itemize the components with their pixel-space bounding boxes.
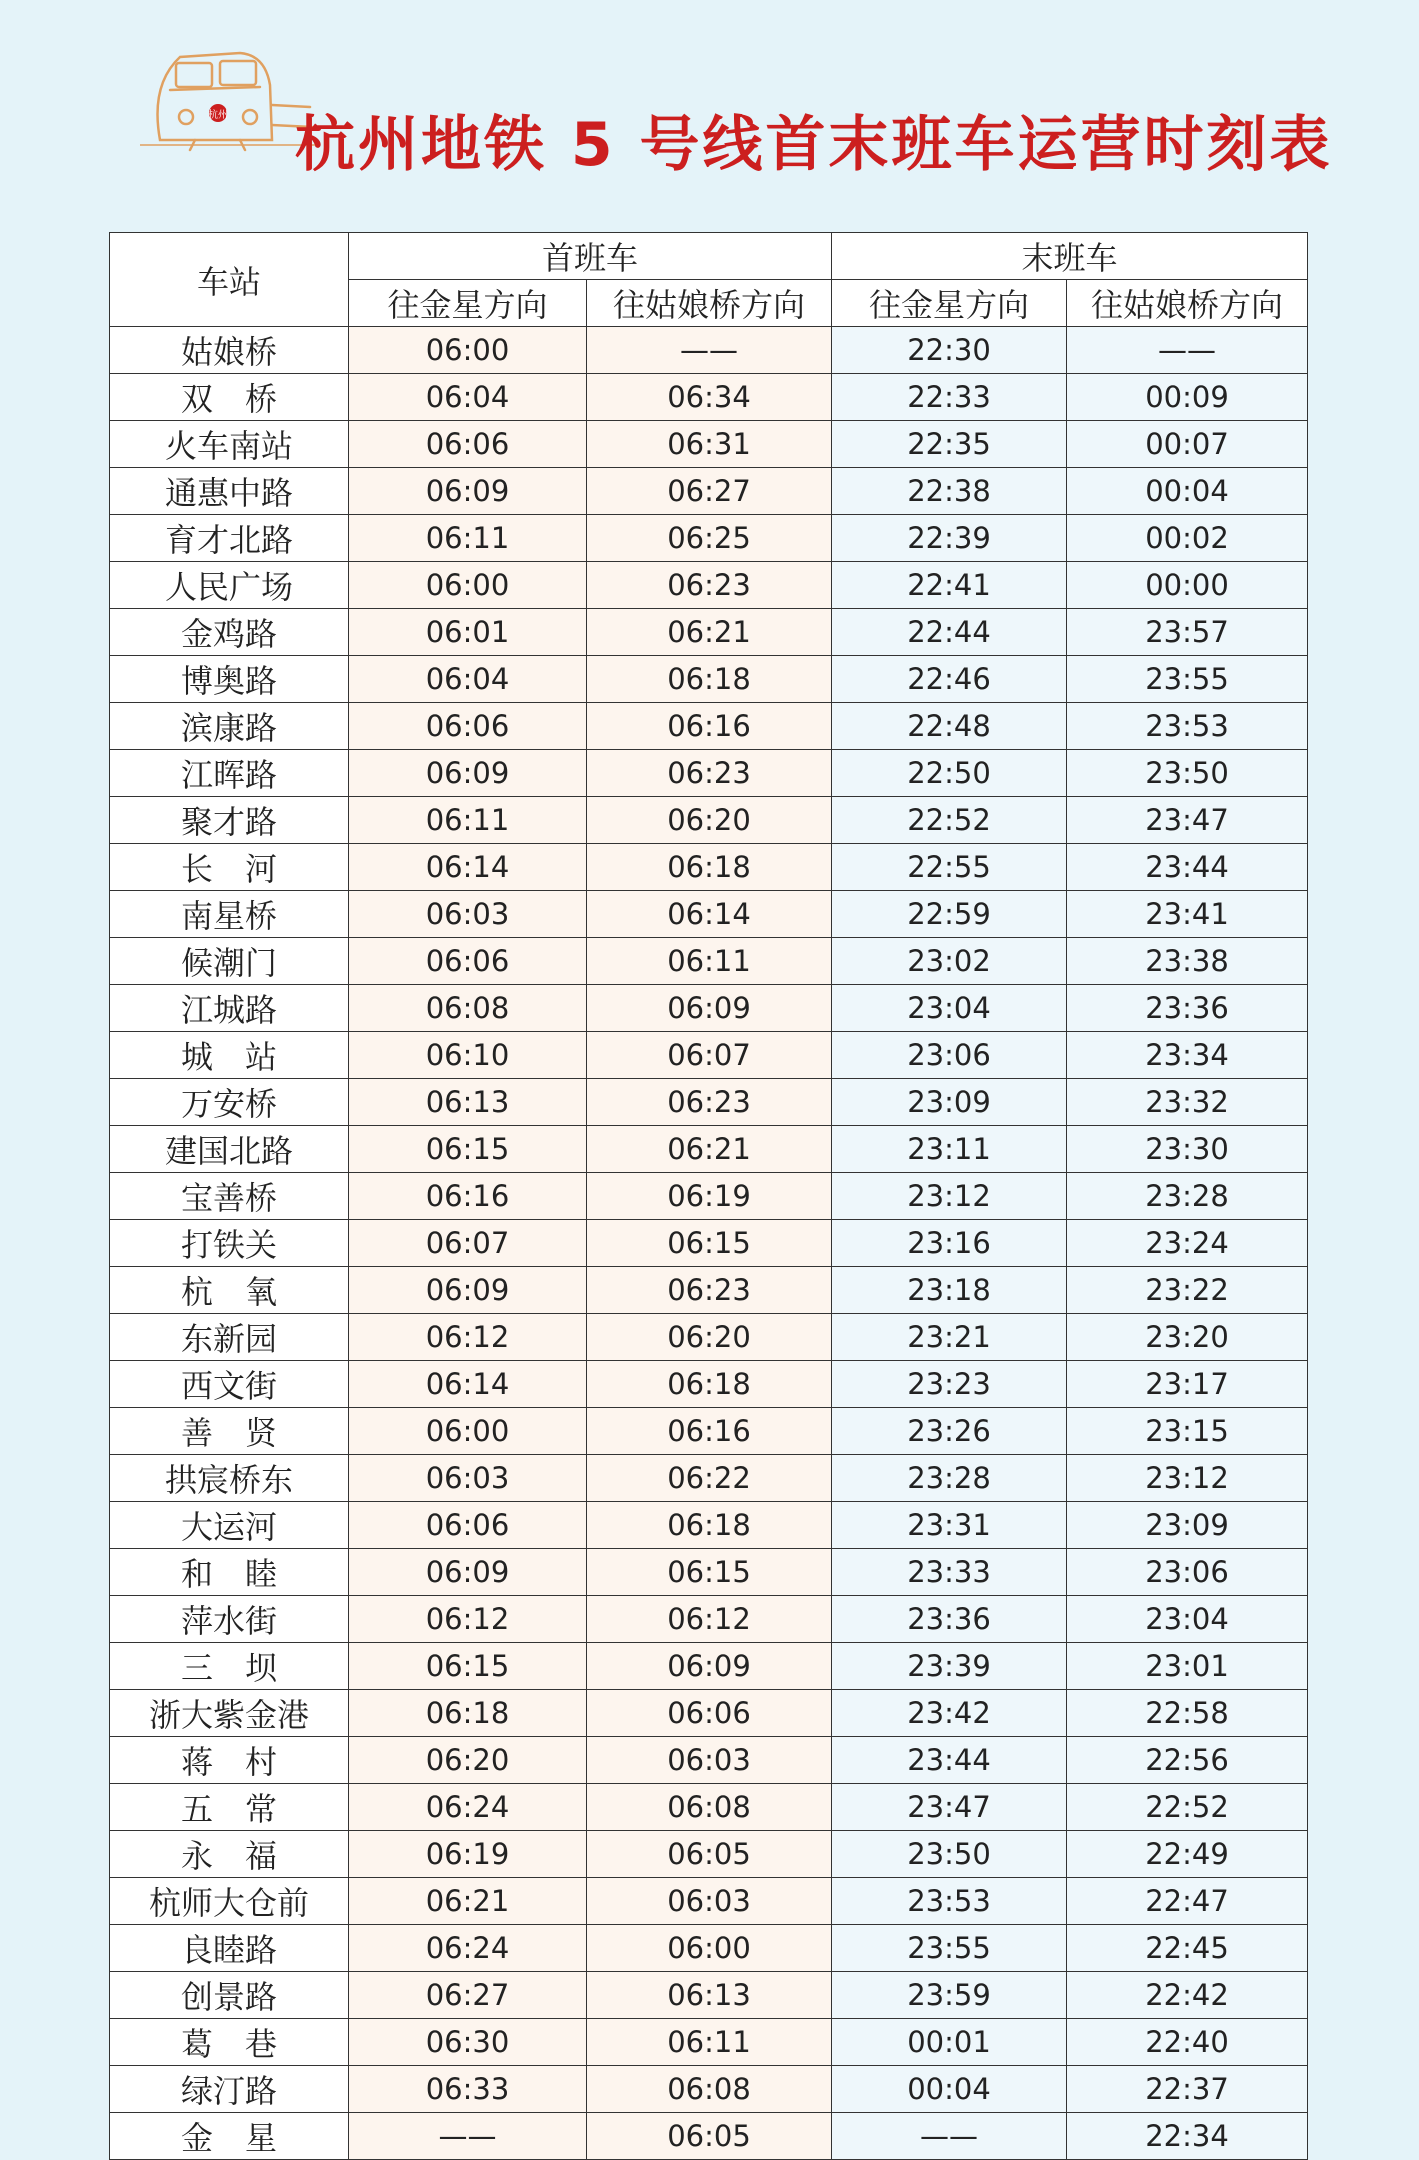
- last-jinxing-cell: 23:39: [832, 1643, 1067, 1690]
- table-row: [110, 1643, 1308, 1690]
- first-guniangqiao-cell: 06:05: [587, 2113, 832, 2160]
- first-jinxing-cell: 06:09: [349, 1267, 587, 1314]
- last-guniangqiao-cell: 23:01: [1067, 1643, 1308, 1690]
- first-guniangqiao-cell: 06:16: [587, 703, 832, 750]
- table-row: [110, 1267, 1308, 1314]
- last-train-header: 末班车: [832, 233, 1308, 280]
- train-icon: [140, 45, 315, 155]
- first-guniangqiao-cell: 06:13: [587, 1972, 832, 2019]
- station-cell: 候潮门: [110, 938, 349, 985]
- first-guniangqiao-cell: 06:06: [587, 1690, 832, 1737]
- last-guniangqiao-cell: 23:50: [1067, 750, 1308, 797]
- first-jinxing-cell: 06:12: [349, 1596, 587, 1643]
- last-guniangqiao-cell: 00:04: [1067, 468, 1308, 515]
- first-guniangqiao-cell: 06:08: [587, 1784, 832, 1831]
- station-header: 车站: [110, 233, 349, 327]
- last-jinxing-cell: 23:55: [832, 1925, 1067, 1972]
- first-jinxing-cell: 06:33: [349, 2066, 587, 2113]
- station-cell: 浙大紫金港: [110, 1690, 349, 1737]
- station-cell: 绿汀路: [110, 2066, 349, 2113]
- first-guniangqiao-cell: 06:09: [587, 985, 832, 1032]
- first-guniangqiao-cell: 06:25: [587, 515, 832, 562]
- last-jinxing-cell: 23:12: [832, 1173, 1067, 1220]
- last-jinxing-cell: 23:26: [832, 1408, 1067, 1455]
- last-jinxing-cell: 22:38: [832, 468, 1067, 515]
- last-guniangqiao-cell: ——: [1067, 327, 1308, 374]
- station-cell: 万安桥: [110, 1079, 349, 1126]
- table-row: [110, 1737, 1308, 1784]
- first-jinxing-cell: 06:24: [349, 1784, 587, 1831]
- station-cell: 金 星: [110, 2113, 349, 2160]
- last-guniangqiao-cell: 23:30: [1067, 1126, 1308, 1173]
- last-guniangqiao-cell: 00:09: [1067, 374, 1308, 421]
- last-jinxing-header: 往金星方向: [832, 280, 1067, 327]
- last-guniangqiao-cell: 23:34: [1067, 1032, 1308, 1079]
- first-jinxing-cell: 06:12: [349, 1314, 587, 1361]
- first-jinxing-cell: 06:21: [349, 1878, 587, 1925]
- last-jinxing-cell: 22:48: [832, 703, 1067, 750]
- first-jinxing-cell: 06:09: [349, 1549, 587, 1596]
- first-guniangqiao-cell: 06:05: [587, 1831, 832, 1878]
- last-jinxing-cell: 23:23: [832, 1361, 1067, 1408]
- last-guniangqiao-cell: 22:37: [1067, 2066, 1308, 2113]
- station-cell: 育才北路: [110, 515, 349, 562]
- first-jinxing-cell: 06:15: [349, 1126, 587, 1173]
- last-jinxing-cell: 22:41: [832, 562, 1067, 609]
- last-jinxing-cell: 22:35: [832, 421, 1067, 468]
- last-guniangqiao-cell: 23:15: [1067, 1408, 1308, 1455]
- first-jinxing-cell: 06:16: [349, 1173, 587, 1220]
- first-guniangqiao-cell: 06:15: [587, 1549, 832, 1596]
- table-row: [110, 374, 1308, 421]
- table-row: [110, 1925, 1308, 1972]
- last-jinxing-cell: 23:09: [832, 1079, 1067, 1126]
- table-row: [110, 1549, 1308, 1596]
- station-cell: 五 常: [110, 1784, 349, 1831]
- first-jinxing-cell: 06:00: [349, 1408, 587, 1455]
- station-cell: 通惠中路: [110, 468, 349, 515]
- last-guniangqiao-cell: 23:32: [1067, 1079, 1308, 1126]
- table-row: [110, 562, 1308, 609]
- first-guniangqiao-cell: 06:14: [587, 891, 832, 938]
- last-jinxing-cell: 00:01: [832, 2019, 1067, 2066]
- table-row: [110, 1032, 1308, 1079]
- station-cell: 良睦路: [110, 1925, 349, 1972]
- first-guniangqiao-cell: 06:31: [587, 421, 832, 468]
- first-jinxing-cell: 06:08: [349, 985, 587, 1032]
- table-row: [110, 1502, 1308, 1549]
- station-cell: 永 福: [110, 1831, 349, 1878]
- last-guniangqiao-cell: 23:28: [1067, 1173, 1308, 1220]
- first-jinxing-cell: 06:30: [349, 2019, 587, 2066]
- first-jinxing-cell: 06:07: [349, 1220, 587, 1267]
- last-guniangqiao-cell: 23:53: [1067, 703, 1308, 750]
- last-guniangqiao-cell: 22:56: [1067, 1737, 1308, 1784]
- table-row: [110, 1314, 1308, 1361]
- station-cell: 杭 氧: [110, 1267, 349, 1314]
- table-row: [110, 1220, 1308, 1267]
- table-row: [110, 656, 1308, 703]
- first-jinxing-cell: 06:01: [349, 609, 587, 656]
- first-jinxing-cell: 06:06: [349, 938, 587, 985]
- first-jinxing-cell: 06:13: [349, 1079, 587, 1126]
- station-cell: 双 桥: [110, 374, 349, 421]
- last-jinxing-cell: 23:47: [832, 1784, 1067, 1831]
- last-jinxing-cell: 23:36: [832, 1596, 1067, 1643]
- first-guniangqiao-cell: 06:18: [587, 656, 832, 703]
- table-row: [110, 1126, 1308, 1173]
- last-jinxing-cell: 23:50: [832, 1831, 1067, 1878]
- first-jinxing-cell: ——: [349, 2113, 587, 2160]
- last-guniangqiao-cell: 23:22: [1067, 1267, 1308, 1314]
- last-guniangqiao-cell: 23:44: [1067, 844, 1308, 891]
- station-cell: 打铁关: [110, 1220, 349, 1267]
- first-guniangqiao-cell: 06:23: [587, 1079, 832, 1126]
- last-jinxing-cell: 23:04: [832, 985, 1067, 1032]
- last-jinxing-cell: 23:21: [832, 1314, 1067, 1361]
- table-row: [110, 985, 1308, 1032]
- station-cell: 宝善桥: [110, 1173, 349, 1220]
- first-guniangqiao-cell: 06:03: [587, 1878, 832, 1925]
- last-jinxing-cell: 22:59: [832, 891, 1067, 938]
- table-row: [110, 1173, 1308, 1220]
- last-jinxing-cell: 22:55: [832, 844, 1067, 891]
- logo-badge: 杭州: [208, 110, 228, 121]
- table-row: [110, 750, 1308, 797]
- table-row: [110, 327, 1308, 374]
- table-row: [110, 1408, 1308, 1455]
- table-row: [110, 1690, 1308, 1737]
- station-cell: 善 贤: [110, 1408, 349, 1455]
- first-jinxing-cell: 06:11: [349, 797, 587, 844]
- last-guniangqiao-cell: 23:47: [1067, 797, 1308, 844]
- last-guniangqiao-cell: 23:06: [1067, 1549, 1308, 1596]
- last-guniangqiao-cell: 23:38: [1067, 938, 1308, 985]
- first-guniangqiao-cell: 06:21: [587, 1126, 832, 1173]
- timetable-body: [110, 327, 1308, 2160]
- station-cell: 姑娘桥: [110, 327, 349, 374]
- table-row: [110, 891, 1308, 938]
- first-guniangqiao-cell: 06:18: [587, 1361, 832, 1408]
- last-jinxing-cell: 22:39: [832, 515, 1067, 562]
- last-guniangqiao-cell: 22:47: [1067, 1878, 1308, 1925]
- first-jinxing-cell: 06:14: [349, 1361, 587, 1408]
- station-cell: 三 坝: [110, 1643, 349, 1690]
- last-guniangqiao-cell: 23:09: [1067, 1502, 1308, 1549]
- first-train-header: 首班车: [349, 233, 832, 280]
- last-guniangqiao-cell: 00:02: [1067, 515, 1308, 562]
- first-guniangqiao-cell: 06:09: [587, 1643, 832, 1690]
- station-cell: 人民广场: [110, 562, 349, 609]
- station-cell: 长 河: [110, 844, 349, 891]
- first-guniangqiao-cell: 06:20: [587, 797, 832, 844]
- last-jinxing-cell: 22:33: [832, 374, 1067, 421]
- first-guniangqiao-cell: 06:15: [587, 1220, 832, 1267]
- first-jinxing-cell: 06:19: [349, 1831, 587, 1878]
- station-cell: 东新园: [110, 1314, 349, 1361]
- station-cell: 和 睦: [110, 1549, 349, 1596]
- last-jinxing-cell: 23:59: [832, 1972, 1067, 2019]
- first-guniangqiao-cell: 06:23: [587, 1267, 832, 1314]
- last-jinxing-cell: 00:04: [832, 2066, 1067, 2113]
- last-guniangqiao-cell: 22:49: [1067, 1831, 1308, 1878]
- table-row: [110, 1784, 1308, 1831]
- first-guniangqiao-cell: 06:19: [587, 1173, 832, 1220]
- table-row: [110, 609, 1308, 656]
- table-row: [110, 2019, 1308, 2066]
- last-jinxing-cell: 23:42: [832, 1690, 1067, 1737]
- station-cell: 火车南站: [110, 421, 349, 468]
- table-row: [110, 844, 1308, 891]
- last-jinxing-cell: 23:28: [832, 1455, 1067, 1502]
- first-jinxing-cell: 06:09: [349, 468, 587, 515]
- last-jinxing-cell: ——: [832, 2113, 1067, 2160]
- table-row: [110, 515, 1308, 562]
- first-jinxing-cell: 06:00: [349, 562, 587, 609]
- last-jinxing-cell: 23:02: [832, 938, 1067, 985]
- station-cell: 博奥路: [110, 656, 349, 703]
- last-guniangqiao-cell: 00:07: [1067, 421, 1308, 468]
- first-guniangqiao-cell: 06:07: [587, 1032, 832, 1079]
- last-guniangqiao-cell: 23:04: [1067, 1596, 1308, 1643]
- first-jinxing-cell: 06:18: [349, 1690, 587, 1737]
- first-jinxing-cell: 06:24: [349, 1925, 587, 1972]
- last-guniangqiao-cell: 23:12: [1067, 1455, 1308, 1502]
- first-jinxing-cell: 06:03: [349, 1455, 587, 1502]
- last-guniangqiao-cell: 23:20: [1067, 1314, 1308, 1361]
- first-jinxing-cell: 06:06: [349, 1502, 587, 1549]
- station-cell: 建国北路: [110, 1126, 349, 1173]
- first-guniangqiao-cell: 06:23: [587, 750, 832, 797]
- first-jinxing-header: 往金星方向: [349, 280, 587, 327]
- first-guniangqiao-cell: 06:08: [587, 2066, 832, 2113]
- last-jinxing-cell: 23:06: [832, 1032, 1067, 1079]
- last-jinxing-cell: 23:31: [832, 1502, 1067, 1549]
- first-jinxing-cell: 06:06: [349, 703, 587, 750]
- last-guniangqiao-cell: 23:41: [1067, 891, 1308, 938]
- last-guniangqiao-cell: 23:24: [1067, 1220, 1308, 1267]
- last-jinxing-cell: 23:11: [832, 1126, 1067, 1173]
- last-jinxing-cell: 23:18: [832, 1267, 1067, 1314]
- first-jinxing-cell: 06:20: [349, 1737, 587, 1784]
- station-cell: 杭师大仓前: [110, 1878, 349, 1925]
- last-guniangqiao-cell: 22:40: [1067, 2019, 1308, 2066]
- first-jinxing-cell: 06:11: [349, 515, 587, 562]
- table-row: [110, 1079, 1308, 1126]
- last-jinxing-cell: 23:16: [832, 1220, 1067, 1267]
- first-guniangqiao-cell: 06:11: [587, 2019, 832, 2066]
- table-row: [110, 1831, 1308, 1878]
- table-row: [110, 468, 1308, 515]
- first-jinxing-cell: 06:03: [349, 891, 587, 938]
- last-guniangqiao-cell: 23:55: [1067, 656, 1308, 703]
- first-guniangqiao-cell: 06:20: [587, 1314, 832, 1361]
- first-jinxing-cell: 06:09: [349, 750, 587, 797]
- first-guniangqiao-cell: 06:03: [587, 1737, 832, 1784]
- first-jinxing-cell: 06:04: [349, 374, 587, 421]
- first-guniangqiao-cell: 06:11: [587, 938, 832, 985]
- last-guniangqiao-header: 往姑娘桥方向: [1067, 280, 1308, 327]
- last-guniangqiao-cell: 22:45: [1067, 1925, 1308, 1972]
- station-cell: 创景路: [110, 1972, 349, 2019]
- station-cell: 聚才路: [110, 797, 349, 844]
- first-guniangqiao-cell: 06:18: [587, 844, 832, 891]
- table-row: [110, 797, 1308, 844]
- table-row: [110, 2066, 1308, 2113]
- last-jinxing-cell: 23:44: [832, 1737, 1067, 1784]
- first-guniangqiao-cell: 06:34: [587, 374, 832, 421]
- first-jinxing-cell: 06:06: [349, 421, 587, 468]
- page-title: 杭州地铁 5 号线首末班车运营时刻表: [295, 110, 1333, 180]
- first-jinxing-cell: 06:15: [349, 1643, 587, 1690]
- first-jinxing-cell: 06:14: [349, 844, 587, 891]
- first-guniangqiao-cell: 06:22: [587, 1455, 832, 1502]
- station-cell: 大运河: [110, 1502, 349, 1549]
- table-row: [110, 938, 1308, 985]
- last-jinxing-cell: 23:33: [832, 1549, 1067, 1596]
- first-guniangqiao-header: 往姑娘桥方向: [587, 280, 832, 327]
- first-jinxing-cell: 06:00: [349, 327, 587, 374]
- first-guniangqiao-cell: ——: [587, 327, 832, 374]
- table-row: [110, 1596, 1308, 1643]
- first-guniangqiao-cell: 06:00: [587, 1925, 832, 1972]
- last-jinxing-cell: 22:30: [832, 327, 1067, 374]
- station-cell: 南星桥: [110, 891, 349, 938]
- last-guniangqiao-cell: 23:17: [1067, 1361, 1308, 1408]
- last-guniangqiao-cell: 22:58: [1067, 1690, 1308, 1737]
- last-guniangqiao-cell: 23:36: [1067, 985, 1308, 1032]
- table-row: [110, 1455, 1308, 1502]
- last-guniangqiao-cell: 22:34: [1067, 2113, 1308, 2160]
- station-cell: 葛 巷: [110, 2019, 349, 2066]
- station-cell: 蒋 村: [110, 1737, 349, 1784]
- header-row-1: [110, 233, 1308, 280]
- last-guniangqiao-cell: 00:00: [1067, 562, 1308, 609]
- first-jinxing-cell: 06:27: [349, 1972, 587, 2019]
- table-row: [110, 421, 1308, 468]
- table-row: [110, 703, 1308, 750]
- first-guniangqiao-cell: 06:23: [587, 562, 832, 609]
- timetable: [109, 232, 1308, 2160]
- first-jinxing-cell: 06:04: [349, 656, 587, 703]
- station-cell: 萍水街: [110, 1596, 349, 1643]
- table-row: [110, 1878, 1308, 1925]
- station-cell: 江晖路: [110, 750, 349, 797]
- station-cell: 滨康路: [110, 703, 349, 750]
- table-row: [110, 1361, 1308, 1408]
- first-guniangqiao-cell: 06:21: [587, 609, 832, 656]
- station-cell: 江城路: [110, 985, 349, 1032]
- last-jinxing-cell: 22:52: [832, 797, 1067, 844]
- last-guniangqiao-cell: 23:57: [1067, 609, 1308, 656]
- last-jinxing-cell: 22:46: [832, 656, 1067, 703]
- last-guniangqiao-cell: 22:42: [1067, 1972, 1308, 2019]
- first-jinxing-cell: 06:10: [349, 1032, 587, 1079]
- last-jinxing-cell: 23:53: [832, 1878, 1067, 1925]
- first-guniangqiao-cell: 06:12: [587, 1596, 832, 1643]
- first-guniangqiao-cell: 06:16: [587, 1408, 832, 1455]
- last-jinxing-cell: 22:50: [832, 750, 1067, 797]
- first-guniangqiao-cell: 06:27: [587, 468, 832, 515]
- first-guniangqiao-cell: 06:18: [587, 1502, 832, 1549]
- table-row: [110, 2113, 1308, 2160]
- station-cell: 城 站: [110, 1032, 349, 1079]
- station-cell: 拱宸桥东: [110, 1455, 349, 1502]
- table-row: [110, 1972, 1308, 2019]
- last-guniangqiao-cell: 22:52: [1067, 1784, 1308, 1831]
- station-cell: 西文街: [110, 1361, 349, 1408]
- page-header: [140, 45, 1340, 185]
- station-cell: 金鸡路: [110, 609, 349, 656]
- last-jinxing-cell: 22:44: [832, 609, 1067, 656]
